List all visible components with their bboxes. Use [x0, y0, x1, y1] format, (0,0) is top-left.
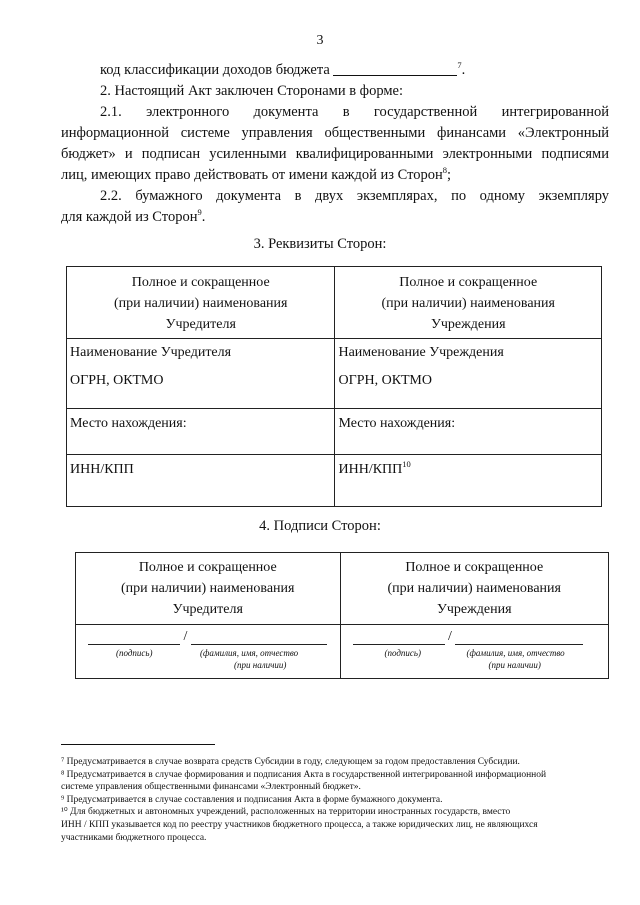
paragraph-2-1-line-4: [61, 165, 609, 185]
slash: /: [448, 629, 452, 644]
header-line: Полное и сокращенное: [399, 275, 538, 290]
header-line: Учредителя: [165, 317, 236, 332]
signatures-title: 4. Подписи Сторон:: [259, 518, 381, 534]
footnote-10-line-2: ИНН / КПП указывается код по реестру участников бюджетного процесса, а также юридических лиц, не являющихся: [61, 820, 538, 830]
paragraph-2: 2. Настоящий Акт заключен Сторонами в форме:: [100, 83, 403, 99]
requisites-right-header: [335, 267, 602, 339]
founder-fio-caption-2: (при наличии): [234, 660, 287, 670]
footnote-8-line-1: ⁸ Предусматривается в случае формирования и подписания Акта в государственной интегрированной информационной: [61, 770, 547, 780]
institution-name: Наименование Учреждения: [338, 345, 504, 360]
signatures-left-header: [76, 553, 341, 625]
requisites-title: 3. Реквизиты Сторон:: [253, 236, 387, 252]
founder-location: Место нахождения:: [67, 409, 335, 455]
requisites-left-header: [67, 267, 335, 339]
header-line: Полное и сокращенное: [138, 560, 277, 575]
requisites-location-row: [67, 409, 602, 455]
header-line: Учреждения: [436, 602, 512, 617]
paragraph-2-1-line-2: информационной системе управления общественными финансами «Электронный: [61, 125, 609, 141]
founder-fio-line: [191, 630, 327, 645]
paragraph-2-1-text: лиц, имеющих право действовать от имени каждой из Сторон: [61, 167, 443, 183]
founder-sign-caption: (подпись): [116, 648, 153, 658]
founder-fio-caption: (фамилия, имя, отчество: [200, 648, 299, 658]
institution-fio-caption: (фамилия, имя, отчество: [466, 648, 565, 658]
institution-name-cell: [335, 339, 602, 409]
paragraph-2-1-line-1: 2.1. электронного документа в государственной интегрированной: [100, 104, 609, 120]
signatures-header-row: [76, 553, 609, 625]
founder-name-cell: [67, 339, 335, 409]
institution-ogrn: ОГРН, ОКТМО: [338, 373, 432, 388]
institution-fio-line: [455, 630, 583, 645]
footnote-ref-7: 7: [457, 60, 462, 70]
paragraph-2-2-line-2: [61, 207, 609, 227]
header-line: Полное и сокращенное: [131, 275, 270, 290]
footnote-divider: [61, 744, 215, 745]
footnote-ref-8: 8: [442, 165, 448, 175]
paragraph-2-2-text: для каждой из Сторон: [61, 209, 198, 225]
requisites-header-row: [67, 267, 602, 339]
founder-sign-line: [88, 630, 180, 645]
footnote-10-line-3: участниками бюджетного процесса.: [61, 833, 207, 843]
footnote-9: ⁹ Предусматривается в случае составления и подписания Акта в форме бумажного документа.: [61, 795, 443, 805]
header-line: Учреждения: [430, 317, 506, 332]
institution-sign-line: [353, 630, 445, 645]
footnote-10-line-1: ¹⁰ Для бюджетных и автономных учреждений, расположенных на территории иностранных государств, вместо: [61, 807, 511, 817]
founder-ogrn: ОГРН, ОКТМО: [70, 373, 164, 388]
requisites-name-row: [67, 339, 602, 409]
footnote-ref-10: 10: [402, 459, 411, 469]
requisites-inn-row: [67, 455, 602, 507]
institution-signature-cell: [340, 625, 609, 679]
page-number: 3: [316, 33, 324, 48]
signatures-sign-row: [76, 625, 609, 679]
founder-name: Наименование Учредителя: [70, 345, 232, 360]
header-line: (при наличии) наименования: [121, 581, 295, 596]
budget-code-blank: [333, 61, 457, 76]
period: .: [461, 62, 466, 78]
footnote-ref-9: 9: [197, 207, 202, 217]
header-line: Полное и сокращенное: [405, 560, 544, 575]
signatures-table: [75, 552, 609, 679]
paragraph-2-2-line-1: 2.2. бумажного документа в двух экземплярах, по одному экземпляру: [100, 188, 609, 204]
institution-sign-caption: (подпись): [384, 648, 422, 658]
slash: /: [183, 629, 188, 644]
institution-fio-caption-2: (при наличии): [488, 660, 541, 670]
footnote-8-line-2: системе управления общественными финансами «Электронный бюджет».: [61, 782, 361, 792]
founder-signature-lines: [88, 629, 327, 645]
budget-code-label: код классификации доходов бюджета: [100, 62, 330, 78]
paragraph-2-1-line-3: бюджет» и подписан усиленными квалифицированными электронными подписями: [61, 146, 609, 162]
institution-inn-cell: [335, 455, 602, 507]
header-line: Учредителя: [172, 602, 243, 617]
requisites-table: [66, 266, 602, 507]
founder-inn: ИНН/КПП: [67, 455, 335, 507]
footnote-7: ⁷ Предусматривается в случае возврата средств Субсидии в году, следующем за годом предоставления Субсидии.: [61, 757, 520, 767]
header-line: (при наличии) наименования: [114, 296, 288, 311]
period: .: [201, 209, 206, 225]
signatures-right-header: [340, 553, 609, 625]
founder-signature-cell: [76, 625, 341, 679]
budget-code-line: [100, 60, 520, 80]
institution-location: Место нахождения:: [335, 409, 602, 455]
institution-inn: ИНН/КПП: [338, 462, 403, 477]
institution-signature-lines: [353, 629, 584, 645]
header-line: (при наличии) наименования: [387, 581, 561, 596]
semicolon: ;: [447, 167, 452, 183]
header-line: (при наличии) наименования: [381, 296, 555, 311]
